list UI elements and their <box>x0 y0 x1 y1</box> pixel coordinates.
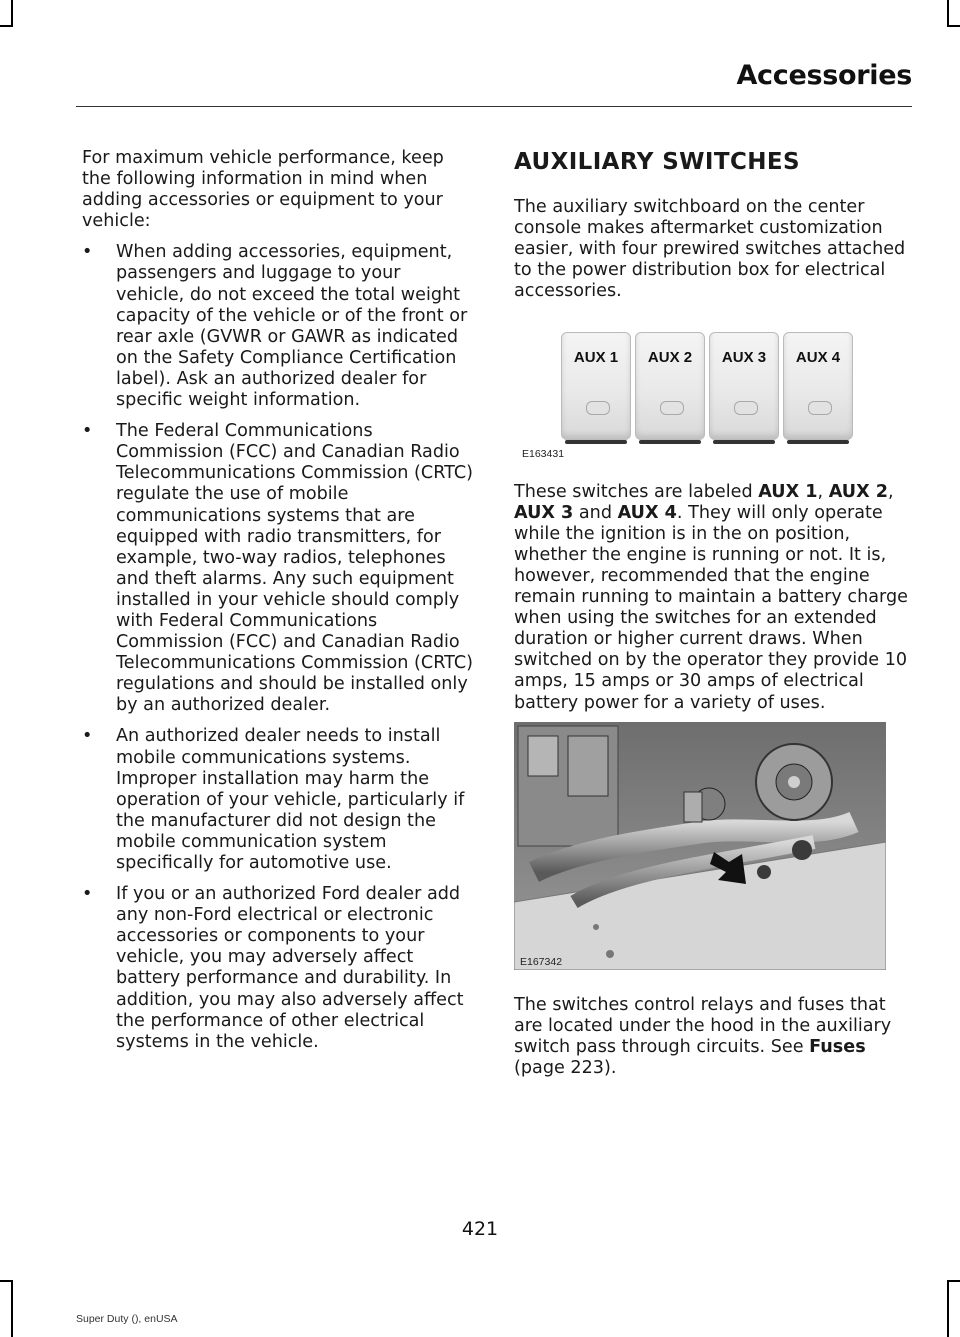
figure-code: E163431 <box>522 448 565 461</box>
bullet-icon: • <box>82 421 93 442</box>
header-divider <box>76 106 912 107</box>
aux-4-switch: AUX 4 <box>783 332 853 440</box>
crop-mark-top-right <box>947 0 949 27</box>
crop-mark-bottom-left-h <box>0 1280 13 1282</box>
list-item: • If you or an authorized Ford dealer add any non-Ford electrical or electronic accessories or components to your vehicle, you may adversely affect battery performance and durability. In addition, you may also adversely affect the performance of other electrical systems in the vehicle. <box>82 884 464 1052</box>
underhood-illustration <box>514 722 886 970</box>
aux-3-switch: AUX 3 <box>709 332 779 440</box>
fuses-link[interactable]: Fuses <box>809 1036 866 1057</box>
list-item: • The Federal Communications Commission (FCC) and Canadian Radio Telecommunications Commission (CRTC) regulate the use of mobile communications systems that are equipped with radio transmitters, for example, two-way radios, telephones and theft alarms. Any such equipment installed in your vehicle should comply with Federal Communications Commission (FCC) and Canadian Radio Telecommunications Commission (CRTC) regulations and should be installed only by an authorized dealer. <box>82 421 474 716</box>
bullet-icon: • <box>82 726 93 747</box>
crop-mark-bottom-right <box>947 1280 949 1337</box>
bullet-icon: • <box>82 242 93 263</box>
crop-mark-bottom-right-h <box>947 1280 960 1282</box>
aux-1-switch: AUX 1 <box>561 332 631 440</box>
crop-mark-bottom-left <box>11 1280 13 1337</box>
switch-slot-icon <box>808 401 832 415</box>
switchboard-figure <box>514 320 909 440</box>
page-title: Accessories <box>736 60 912 91</box>
crop-mark-top-right-h <box>947 25 960 27</box>
bullet-icon: • <box>82 884 93 905</box>
crop-mark-top-left-h <box>0 25 13 27</box>
list-item: • An authorized dealer needs to install mobile communications systems. Improper installation may harm the operation of your vehicle, particularly if the manufacturer did not design the mobile communication system specifically for automotive use. <box>82 726 465 873</box>
switch-slot-icon <box>586 401 610 415</box>
figure-code: E167342 <box>520 955 563 968</box>
intro-paragraph: For maximum vehicle performance, keep the following information in mind when adding accessories or equipment to your vehicle: <box>82 148 444 232</box>
footer-text: Super Duty (), enUSA <box>76 1313 178 1325</box>
switch-slot-icon <box>660 401 684 415</box>
relay-paragraph: The switches control relays and fuses that are located under the hood in the auxiliary switch pass through circuits. See Fuses (page 223). <box>514 994 892 1078</box>
aux-2-switch: AUX 2 <box>635 332 705 440</box>
switch-slot-icon <box>734 401 758 415</box>
list-item: • When adding accessories, equipment, passengers and luggage to your vehicle, do not exceed the total weight capacity of the vehicle or of the front or rear axle (GVWR or GAWR as indicated on the Safety Compliance Certification label). Ask an authorized dealer for specific weight information. <box>82 242 468 411</box>
aux-intro-paragraph: The auxiliary switchboard on the center console makes aftermarket customization easier, with four prewired switches attached to the power distribution box for electrical accessories. <box>514 197 906 302</box>
crop-mark-top-left <box>11 0 13 27</box>
switch-description-paragraph: These switches are labeled AUX 1, AUX 2, AUX 3 and AUX 4. They will only operate while the ignition is in the on position, whether the engine is running or not. It is, however, recommended that the engine remain running to maintain a battery charge when using the switches for an extended duration or higher current draws. When switched on by the operator they provide 10 amps, 15 amps or 30 amps of electrical battery power for a variety of uses. <box>514 481 908 713</box>
right-column <box>514 148 909 1079</box>
section-heading: AUXILIARY SWITCHES <box>514 149 800 175</box>
page-number: 421 <box>461 1218 499 1240</box>
left-column <box>82 148 474 1063</box>
underhood-figure <box>514 722 886 970</box>
bullet-list <box>82 242 474 1052</box>
